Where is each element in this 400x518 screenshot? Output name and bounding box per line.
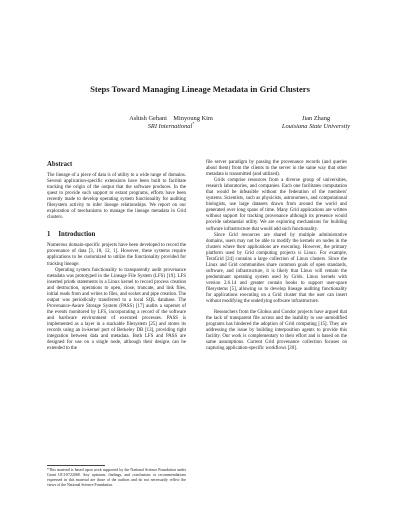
section-heading-introduction: 1 Introduction	[47, 231, 96, 239]
footnote-rule	[47, 465, 105, 466]
left-column	[47, 160, 186, 352]
footnote: *This material is based upon work supported by the National Science Foundation under Grant OCI-0722068. Any opinions, findings, and conclusions or recommendations expressed in this material are those of the authors and do not necessarily reflect the views of the National Science Foundation.	[47, 468, 186, 487]
author-names: Jian Zhang	[301, 115, 331, 122]
author-affiliation: SRI International*	[147, 121, 195, 131]
intro-paragraph: Operating system functionality to transparently audit provenance metadata was prototyped in the Lineage File System (LFS) [19]. LFS inserted printk statements in a Linux kernel to record process creation and destruction, operations to open, close, truncate, and link files, initial reads from and writes to files, and socket and pipe creation. The output was periodically transferred to a local SQL database. The Provenance-Aware Storage System (PASS) [17] audits a superset of the events monitored by LFS, incorporating a record of the software and hardware environment of executed processes. PASS is implemented as a layer in a stackable filesystem [25] and stores its records using an in-kernel port of Berkeley DB [13], providing tight integration between data and metadata. Both LFS and PASS are designed for use on a single node, although their designs can be extended to the	[47, 267, 186, 352]
body-paragraph: Since Grid resources are shared by multiple administrative domains, users may not be able to modify the kernels on nodes in the clusters where their applications are executing. However, the primary platform used by Grid computing projects is Linux. For example, TeraGrid [24] contains a large collection of Linux clusters. Since the Linux and Grid communities share common goals of open standards, software, and infrastructure, it is likely that Linux will remain the predominant operating system used by Grids. Linux kernels with version 2.6.14 and greater contain hooks to support user-space filesystems [5], allowing us to develop lineage auditing functionality for applications executing on a Grid cluster that the user can insert without modifying the underlying software infrastructure.	[206, 232, 347, 305]
author-affiliation: Louisiana State University	[281, 123, 351, 131]
abstract-text: The lineage of a piece of data is of utility to a wide range of domains. Several application-specific extensions have been built to facilitate tracking the origin of the output that the software produces. In the quest to provide such support to extant programs, efforts have been recently made to develop operating system functionality for auditing filesystem activity to infer lineage relationships. We report on our exploration of mechanisms to manage the lineage metadata in Grid clusters.	[47, 173, 186, 221]
abstract-heading: Abstract	[47, 161, 73, 168]
author-names: Ashish Gehani Minyoung Kim	[129, 115, 213, 122]
body-paragraph: file server paradigm by passing the provenance records (and queries about them) from the clients to the server in the same way that other metadata is transmitted (and utilized).	[206, 160, 347, 178]
right-column	[206, 160, 347, 352]
author-block-sri	[112, 115, 230, 131]
intro-paragraph: Numerous domain-specific projects have been developed to record the provenance of data [3, 18, 12, 1]. However, these systems require applications to be customized to utilize the functionality provided for tracking lineage.	[47, 243, 186, 267]
body-paragraph: Researchers from the Globus and Condor projects have argued that the lack of transparent file access and the inability to use unmodified programs has hindered the adoption of Grid computing [15]. They are addressing the issue by building interposition agents to provide this facility. Our work is complementary to their effort and is based on the same assumptions. Current Grid provenance collection focuses on capturing application-specific workflows [20].	[206, 310, 347, 352]
paper-title: Steps Toward Managing Lineage Metadata in Grid Clusters	[90, 84, 310, 94]
body-paragraph: Grids comprise resources from a diverse group of universities, research laboratories, and companies. Each one facilitates computation that would be infeasible without the federation of the members' systems. Scientists, such as physicists, astronomers, and computational biologists, use large datasets drawn from around the world and generated over long spans of time. Many Grid applications are written without support for tracking provenance although its presence would provide substantial utility. We are exploring mechanisms for building software infrastructure that would add such functionality.	[206, 178, 347, 232]
author-block-lsu	[272, 115, 360, 131]
affiliation-mark: *	[192, 121, 195, 127]
